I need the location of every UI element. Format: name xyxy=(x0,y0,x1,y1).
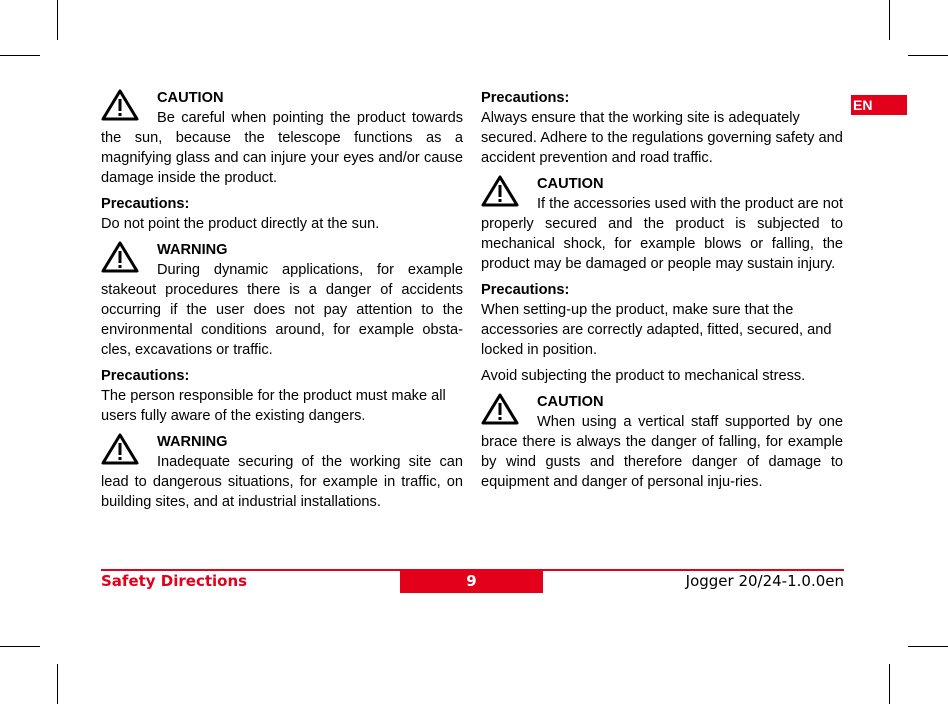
precautions-text: Avoid subjecting the product to mechanical stress. xyxy=(481,368,806,384)
warning-text: During dynamic applications, for example stakeout procedures there is a danger of accidents occurring if the user does not pay attention to the environmental conditions around, for example obsta-cles, excavations or traffic. xyxy=(101,262,463,358)
warning-triangle-icon xyxy=(101,432,139,466)
warning-text: Inadequate securing of the working site can lead to dangerous situations, for example in traffic, on building sites, and at industrial installations. xyxy=(101,454,463,510)
crop-mark xyxy=(889,0,890,40)
warning-title: WARNING xyxy=(157,434,228,450)
precautions-text: The person responsible for the product must make all users fully aware of the existing dangers. xyxy=(101,388,446,424)
precautions-text: When setting-up the product, make sure that the accessories are correctly adapted, fitted, secured, and locked in position. xyxy=(481,302,832,358)
caution-block xyxy=(481,174,843,274)
caution-text: If the accessories used with the product are not properly secured and the product is subjected to mechanical shock, for example blows or falling, the product may be damaged or people may sustain injury. xyxy=(481,196,843,272)
crop-mark xyxy=(908,55,948,56)
caution-title: CAUTION xyxy=(537,176,604,192)
right-column xyxy=(481,88,843,498)
crop-mark xyxy=(57,664,58,704)
left-column xyxy=(101,88,463,518)
precautions-heading: Precautions: xyxy=(481,282,570,298)
footer-section-title: Safety Directions xyxy=(101,572,248,590)
footer-document-id: Jogger 20/24-1.0.0en xyxy=(685,572,844,590)
crop-mark xyxy=(908,646,948,647)
crop-mark xyxy=(0,55,40,56)
warning-title: WARNING xyxy=(157,242,228,258)
caution-text: When using a vertical staff supported by one brace there is always the danger of falling, for example by wind gusts and therefore danger of damage to equipment and danger of personal inju-ries. xyxy=(481,414,843,490)
caution-title: CAUTION xyxy=(157,90,224,106)
page-number: 9 xyxy=(400,571,543,593)
caution-text: Be careful when pointing the product towards the sun, because the telescope functions as a magnifying glass and can injure your eyes and/or cause damage inside the product. xyxy=(101,110,463,186)
caution-block xyxy=(481,392,843,492)
warning-triangle-icon xyxy=(101,88,139,122)
warning-triangle-icon xyxy=(101,240,139,274)
warning-block xyxy=(101,240,463,360)
crop-mark xyxy=(889,664,890,704)
language-tab: EN xyxy=(851,95,907,115)
crop-mark xyxy=(57,0,58,40)
precautions-heading: Precautions: xyxy=(101,368,190,384)
crop-mark xyxy=(0,646,40,647)
precautions-heading: Precautions: xyxy=(481,90,570,106)
precautions-text: Do not point the product directly at the sun. xyxy=(101,216,380,232)
caution-title: CAUTION xyxy=(537,394,604,410)
warning-block xyxy=(101,432,463,512)
precautions-heading: Precautions: xyxy=(101,196,190,212)
precautions-text: Always ensure that the working site is adequately secured. Adhere to the regulations governing safety and accident prevention and road traffic. xyxy=(481,110,843,166)
warning-triangle-icon xyxy=(481,392,519,426)
warning-triangle-icon xyxy=(481,174,519,208)
caution-block xyxy=(101,88,463,188)
